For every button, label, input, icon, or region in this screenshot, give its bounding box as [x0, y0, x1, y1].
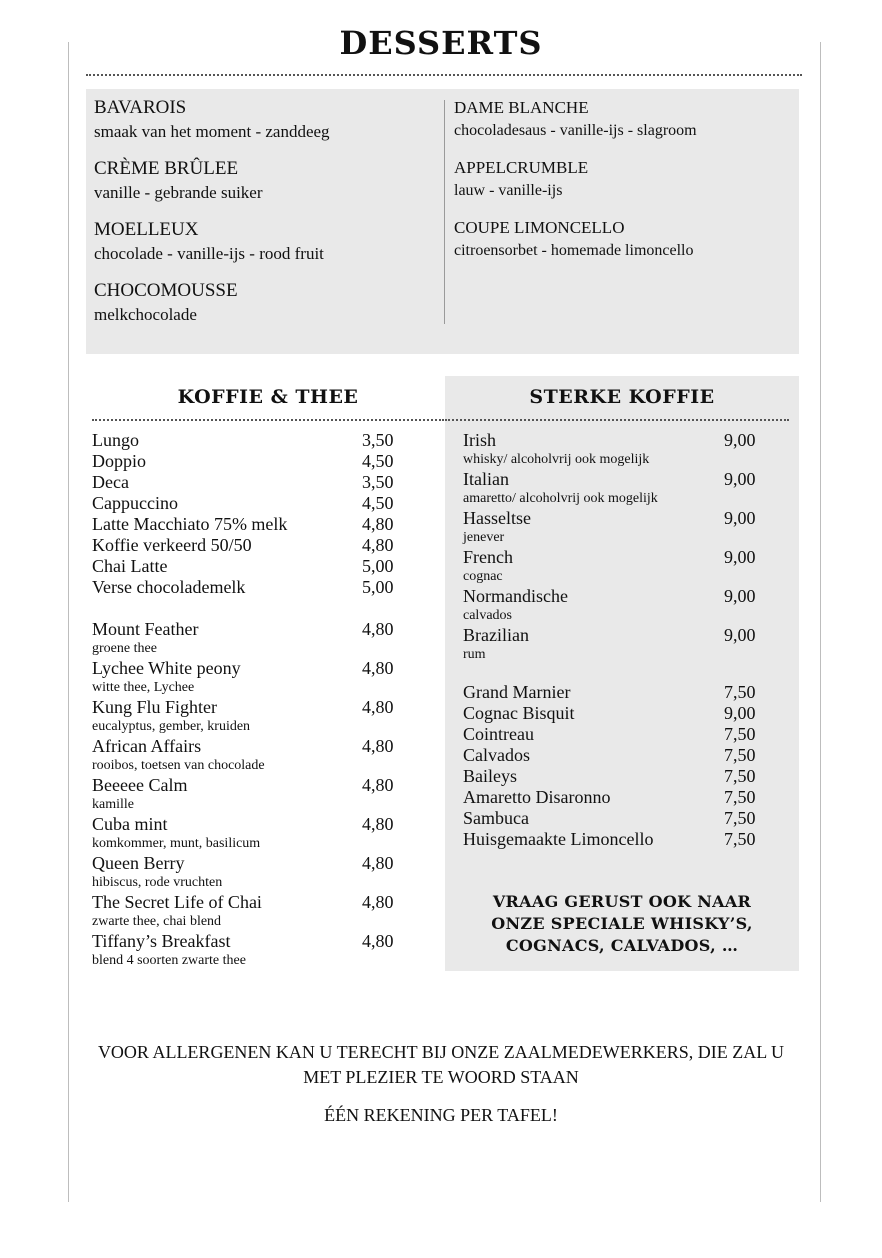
menu-row	[92, 577, 432, 598]
item-price: 9,00	[724, 508, 756, 528]
menu-row	[92, 775, 432, 796]
menu-row	[463, 430, 783, 451]
menu-row	[92, 430, 432, 451]
digestief-list	[463, 682, 783, 850]
dessert-description: smaak van het moment - zanddeeg	[94, 122, 330, 141]
item-description: hibiscus, rode vruchten	[92, 875, 223, 890]
item-description: amaretto/ alcoholvrij ook mogelijk	[463, 491, 658, 506]
menu-row	[463, 469, 783, 490]
item-price: 4,80	[362, 697, 394, 717]
item-price: 4,80	[362, 658, 394, 678]
item-name: The Secret Life of Chai	[92, 892, 262, 912]
dessert-item	[94, 96, 434, 144]
item-price: 4,50	[362, 493, 394, 513]
item-price: 4,80	[362, 514, 394, 534]
item-name: African Affairs	[92, 736, 202, 756]
dessert-name: APPELCRUMBLE	[454, 158, 589, 177]
one-bill-notice: ÉÉN REKENING PER TAFEL!	[324, 1105, 558, 1125]
menu-row	[92, 514, 432, 535]
dessert-name: DAME BLANCHE	[454, 98, 589, 117]
item-price: 7,50	[724, 829, 756, 849]
item-name: Deca	[92, 472, 129, 492]
dessert-name: CHOCOMOUSSE	[94, 280, 238, 301]
dessert-description: melkchocolade	[94, 305, 197, 324]
desserts-dotted-rule	[86, 74, 802, 76]
menu-row	[92, 853, 432, 874]
dessert-description: citroensorbet - homemade limoncello	[454, 242, 694, 259]
item-name: Amaretto Disaronno	[463, 787, 611, 807]
item-price: 9,00	[724, 625, 756, 645]
item-name: Cognac Bisquit	[463, 703, 575, 723]
notice-line: COGNACS, CALVADOS, …	[505, 936, 739, 955]
item-name: Mount Feather	[92, 619, 199, 639]
dessert-name: BAVAROIS	[94, 97, 187, 118]
allergens-notice: VOOR ALLERGENEN KAN U TERECHT BIJ ONZE ZAALMEDEWERKERS, DIE ZAL U MET PLEZIER TE WOORD STAAN	[97, 1042, 785, 1087]
item-description: zwarte thee, chai blend	[92, 914, 222, 929]
item-description: blend 4 soorten zwarte thee	[92, 953, 246, 968]
item-name: Irish	[463, 430, 496, 450]
menu-row	[92, 535, 432, 556]
item-description: cognac	[463, 569, 503, 584]
menu-row	[463, 625, 783, 646]
dessert-name: MOELLEUX	[94, 219, 199, 240]
page-border-left	[68, 42, 69, 1202]
item-price: 4,80	[362, 892, 394, 912]
menu-row	[92, 697, 432, 718]
item-name: Latte Macchiato 75% melk	[92, 514, 288, 534]
item-description: whisky/ alcoholvrij ook mogelijk	[463, 452, 650, 467]
item-description: witte thee, Lychee	[92, 680, 195, 695]
menu-row	[92, 736, 432, 757]
menu-row	[92, 472, 432, 493]
desserts-left-column	[94, 96, 434, 340]
item-name: Sambuca	[463, 808, 529, 828]
item-description: jenever	[463, 530, 505, 545]
item-price: 4,80	[362, 814, 394, 834]
sterke-koffie-title: STERKE KOFFIE	[529, 386, 715, 408]
dessert-description: vanille - gebrande suiker	[94, 183, 263, 202]
menu-row	[463, 586, 783, 607]
dessert-name: CRÈME BRÛLEE	[94, 158, 239, 179]
item-price: 4,80	[362, 535, 394, 555]
item-price: 9,00	[724, 469, 756, 489]
menu-row	[463, 547, 783, 568]
item-name: Cuba mint	[92, 814, 168, 834]
item-price: 4,80	[362, 853, 394, 873]
menu-row	[92, 451, 432, 472]
item-name: Doppio	[92, 451, 146, 471]
menu-row	[92, 493, 432, 514]
item-name: Italian	[463, 469, 509, 489]
item-price: 5,00	[362, 556, 394, 576]
item-price: 4,80	[362, 736, 394, 756]
item-price: 4,50	[362, 451, 394, 471]
menu-row	[92, 658, 432, 679]
dessert-item	[94, 218, 434, 266]
item-price: 9,00	[724, 547, 756, 567]
menu-row	[463, 745, 783, 766]
item-price: 9,00	[724, 703, 756, 723]
item-price: 7,50	[724, 787, 756, 807]
item-name: Huisgemaakte Limoncello	[463, 829, 654, 849]
notice-line: ONZE SPECIALE WHISKY’S,	[491, 914, 753, 933]
dessert-description: chocoladesaus - vanille-ijs - slagroom	[454, 122, 697, 139]
item-name: Tiffany’s Breakfast	[92, 931, 231, 951]
menu-row	[92, 814, 432, 835]
page-border-right	[820, 42, 821, 1202]
menu-row	[463, 766, 783, 787]
item-price: 7,50	[724, 745, 756, 765]
item-description: calvados	[463, 608, 512, 623]
item-description: groene thee	[92, 641, 157, 656]
koffie-thee-list	[92, 430, 432, 970]
desserts-title: DESSERTS	[339, 24, 543, 62]
notice-line: VRAAG GERUST OOK NAAR	[492, 892, 752, 911]
item-description: rum	[463, 647, 486, 662]
item-name: Lungo	[92, 430, 139, 450]
koffie-thee-title: KOFFIE & THEE	[177, 386, 359, 408]
list-spacer	[92, 598, 432, 619]
item-price: 4,80	[362, 775, 394, 795]
desserts-right-column	[454, 97, 794, 277]
menu-row	[92, 892, 432, 913]
menu-row	[463, 829, 783, 850]
item-description: rooibos, toetsen van chocolade	[92, 758, 265, 773]
item-price: 7,50	[724, 724, 756, 744]
item-name: Grand Marnier	[463, 682, 571, 702]
special-spirits-notice	[445, 891, 799, 957]
dessert-item	[454, 97, 794, 143]
menu-row	[463, 787, 783, 808]
item-price: 4,80	[362, 931, 394, 951]
menu-row	[463, 508, 783, 529]
item-name: Lychee White peony	[92, 658, 241, 678]
item-name: Queen Berry	[92, 853, 185, 873]
item-name: Hasseltse	[463, 508, 531, 528]
item-price: 4,80	[362, 619, 394, 639]
item-description: eucalyptus, gember, kruiden	[92, 719, 251, 734]
dessert-item	[454, 217, 794, 263]
item-name: Brazilian	[463, 625, 529, 645]
item-price: 3,50	[362, 472, 394, 492]
desserts-column-divider	[444, 100, 445, 324]
item-price: 3,50	[362, 430, 394, 450]
sterke-koffie-list	[463, 430, 783, 664]
item-description: komkommer, munt, basilicum	[92, 836, 261, 851]
item-price: 7,50	[724, 682, 756, 702]
item-name: Cointreau	[463, 724, 534, 744]
dessert-item	[454, 157, 794, 203]
item-price: 9,00	[724, 586, 756, 606]
item-name: Verse chocolademelk	[92, 577, 246, 597]
menu-row	[92, 931, 432, 952]
menu-row	[92, 619, 432, 640]
menu-row	[463, 724, 783, 745]
dessert-name: COUPE LIMONCELLO	[454, 218, 625, 237]
item-name: Koffie verkeerd 50/50	[92, 535, 252, 555]
item-price: 9,00	[724, 430, 756, 450]
koffie-dotted-rule	[92, 419, 444, 421]
dessert-item	[94, 157, 434, 205]
dessert-description: chocolade - vanille-ijs - rood fruit	[94, 244, 324, 263]
item-price: 7,50	[724, 808, 756, 828]
item-price: 5,00	[362, 577, 394, 597]
item-name: Kung Flu Fighter	[92, 697, 218, 717]
item-name: French	[463, 547, 513, 567]
menu-row	[463, 703, 783, 724]
item-name: Calvados	[463, 745, 530, 765]
menu-row	[463, 682, 783, 703]
item-name: Chai Latte	[92, 556, 168, 576]
dessert-description: lauw - vanille-ijs	[454, 182, 563, 199]
dessert-item	[94, 279, 434, 327]
item-name: Beeeee Calm	[92, 775, 188, 795]
item-price: 7,50	[724, 766, 756, 786]
menu-row	[92, 556, 432, 577]
item-name: Baileys	[463, 766, 517, 786]
item-name: Cappuccino	[92, 493, 178, 513]
item-name: Normandische	[463, 586, 568, 606]
menu-row	[463, 808, 783, 829]
sterke-koffie-dotted-rule	[445, 419, 789, 421]
item-description: kamille	[92, 797, 134, 812]
